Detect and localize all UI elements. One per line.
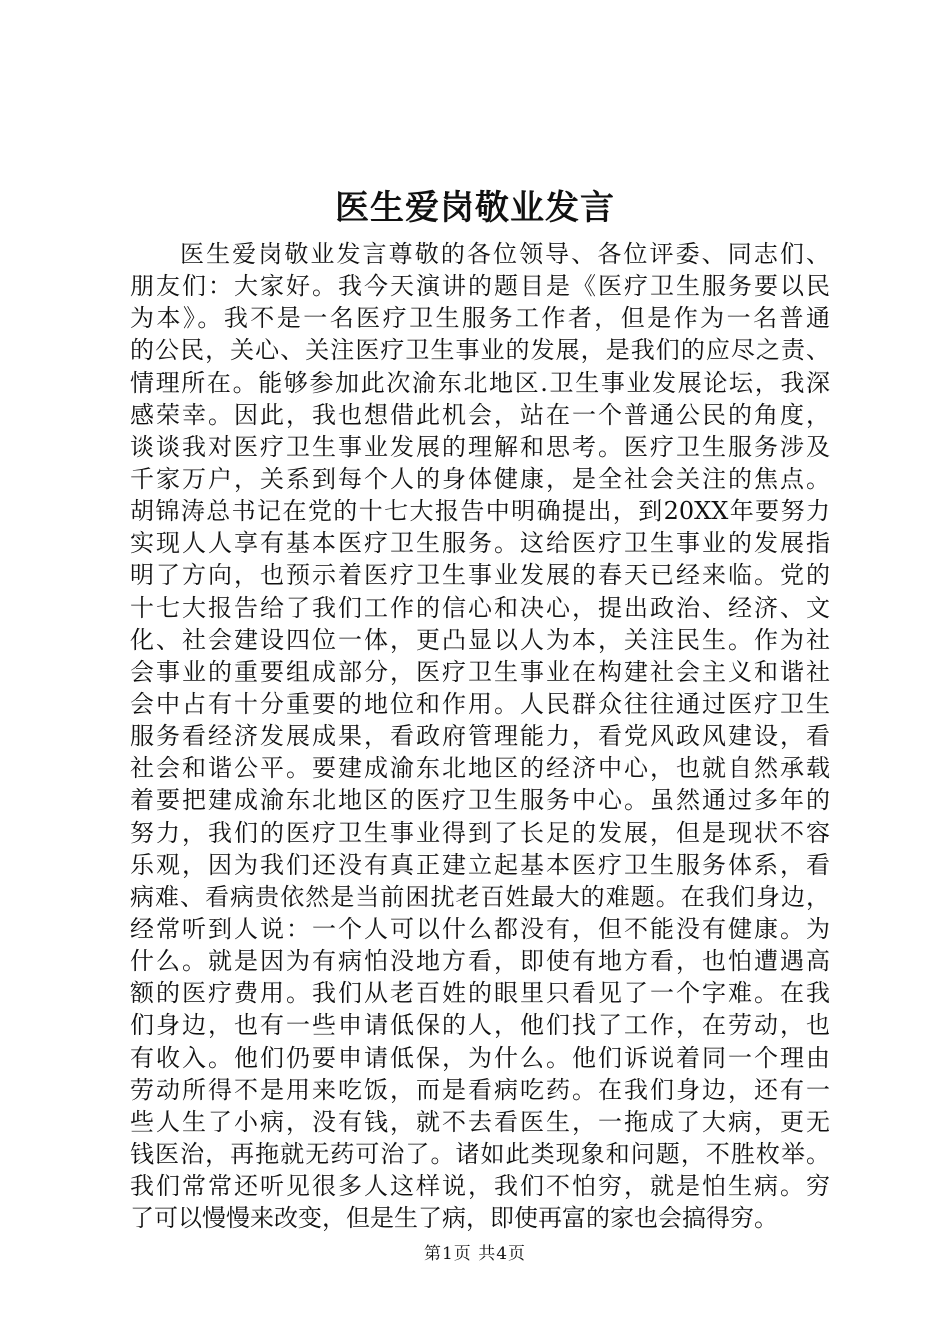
- body-line: 努力，我们的医疗卫生事业得到了长足的发展，但是现状不容: [130, 818, 830, 847]
- body-line: 朋友们：大家好。我今天演讲的题目是《医疗卫生服务要以民: [130, 272, 830, 301]
- body-line: 钱医治，再拖就无药可治了。诸如此类现象和问题，不胜枚举。: [130, 1139, 830, 1168]
- body-line: 服务看经济发展成果，看政府管理能力，看党风政风建设，看: [130, 722, 830, 751]
- body-line: 些人生了小病，没有钱，就不去看医生，一拖成了大病，更无: [130, 1107, 830, 1136]
- body-line: 了可以慢慢来改变，但是生了病，即使再富的家也会搞得穷。: [130, 1204, 778, 1233]
- body-line: 社会和谐公平。要建成渝东北地区的经济中心，也就自然承载: [130, 754, 830, 783]
- body-line: 会中占有十分重要的地位和作用。人民群众往往通过医疗卫生: [130, 689, 830, 718]
- body-line: 病难、看病贵依然是当前困扰老百姓最大的难题。在我们身边，: [130, 882, 830, 911]
- body-line: 化、社会建设四位一体，更凸显以人为本，关注民生。作为社: [130, 625, 830, 654]
- body-line: 劳动所得不是用来吃饭，而是看病吃药。在我们身边，还有一: [130, 1075, 830, 1104]
- body-line: 谈谈我对医疗卫生事业发展的理解和思考。医疗卫生服务涉及: [130, 432, 830, 461]
- body-line: 情理所在。能够参加此次渝东北地区.卫生事业发展论坛，我深: [130, 368, 830, 397]
- body-line: 我们常常还听见很多人这样说，我们不怕穷，就是怕生病。穷: [130, 1172, 830, 1201]
- body-line: 什么。就是因为有病怕没地方看，即使有地方看，也怕遭遇高: [130, 947, 830, 976]
- body-line: 为本》。我不是一名医疗卫生服务工作者，但是作为一名普通: [130, 304, 830, 333]
- document-title: 医生爱岗敬业发言: [335, 188, 615, 228]
- body-line: 会事业的重要组成部分，医疗卫生事业在构建社会主义和谐社: [130, 657, 830, 686]
- body-line: 的公民，关心、关注医疗卫生事业的发展，是我们的应尽之责、: [130, 336, 830, 365]
- document-body: [130, 238, 830, 1234]
- page-footer: 第1页 共4页: [423, 1244, 527, 1264]
- body-line: 十七大报告给了我们工作的信心和决心，提出政治、经济、文: [130, 593, 830, 622]
- body-line: 医生爱岗敬业发言尊敬的各位领导、各位评委、同志们、: [180, 240, 830, 268]
- body-line: 实现人人享有基本医疗卫生服务。这给医疗卫生事业的发展指: [130, 529, 830, 558]
- body-line: 感荣幸。因此，我也想借此机会，站在一个普通公民的角度，: [130, 400, 830, 429]
- body-line: 千家万户，关系到每个人的身体健康，是全社会关注的焦点。: [130, 464, 830, 493]
- body-line: 胡锦涛总书记在党的十七大报告中明确提出，到20XX年要努力: [130, 497, 830, 526]
- body-line: 们身边，也有一些申请低保的人，他们找了工作，在劳动，也: [130, 1011, 830, 1040]
- body-line: 有收入。他们仍要申请低保，为什么。他们诉说着同一个理由: [130, 1043, 830, 1072]
- body-line: 着要把建成渝东北地区的医疗卫生服务中心。虽然通过多年的: [130, 786, 830, 815]
- body-line: 明了方向，也预示着医疗卫生事业发展的春天已经来临。党的: [130, 561, 830, 590]
- body-line: 经常听到人说：一个人可以什么都没有，但不能没有健康。为: [130, 914, 830, 943]
- body-line: 乐观，因为我们还没有真正建立起基本医疗卫生服务体系，看: [130, 850, 830, 879]
- body-line: 额的医疗费用。我们从老百姓的眼里只看见了一个字难。在我: [130, 979, 830, 1008]
